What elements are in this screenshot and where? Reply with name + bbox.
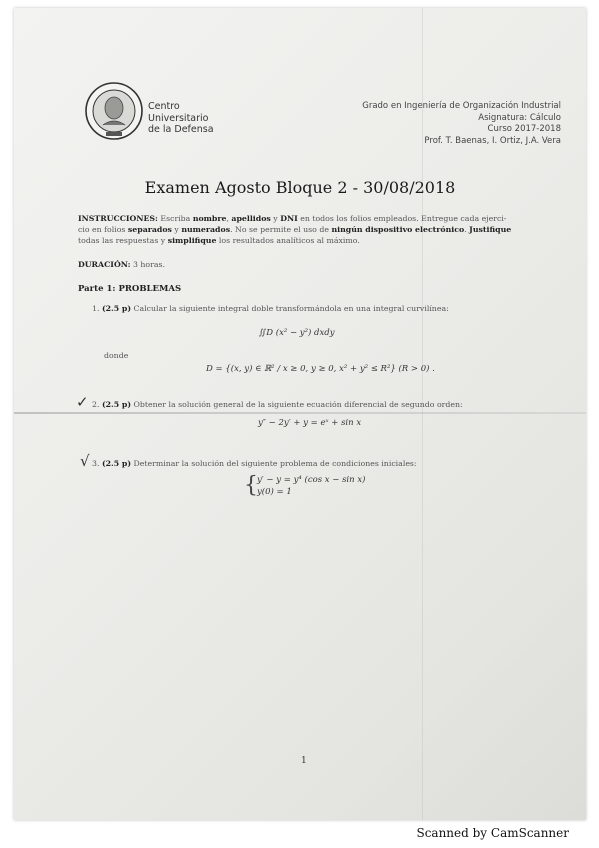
degree-line: Grado en Ingeniería de Organización Industrial (362, 101, 561, 111)
problem-2-number: 2. (92, 400, 100, 409)
handwritten-checkmark-2: ✓ (76, 393, 89, 411)
instr-bold: DNI (280, 214, 298, 223)
problem-3-points: (2.5 p) (101, 459, 132, 468)
problem-1-points: (2.5 p) (101, 304, 132, 313)
instr-text: , (226, 214, 232, 223)
exam-sheet (14, 8, 586, 820)
instructions-line-3 (78, 235, 360, 246)
handwritten-checkmark-3: √ (80, 452, 90, 470)
problem-3 (92, 458, 417, 469)
instr-text: Escriba (157, 214, 193, 223)
subject-line: Asignatura: Cálculo (478, 112, 561, 123)
institution-seal-logo (84, 81, 144, 141)
instructions-line-1 (78, 213, 506, 224)
institution-line-1: Centro (148, 101, 180, 112)
professors-line: Prof. T. Baenas, I. Ortiz, J.A. Vera (424, 135, 561, 146)
part1-heading (78, 284, 181, 295)
instr-bold: nombre (192, 214, 227, 223)
problem-1-number: 1. (92, 304, 100, 313)
paper-fold-horizontal (14, 412, 586, 414)
instr-bold: Justifique (469, 225, 512, 234)
exam-title: Examen Agosto Bloque 2 - 30/08/2018 (144, 178, 456, 197)
instr-bold: separados (127, 225, 172, 234)
problem-2-points: (2.5 p) (101, 400, 132, 409)
duration (78, 259, 165, 270)
problem-3-text: Determinar la solución del siguiente problema de condiciones iniciales: (131, 459, 417, 468)
instr-text: en todos los folios empleados. Entregue cada ejerci- (297, 214, 507, 223)
institution-line-3: de la Defensa (148, 124, 214, 135)
problem-2-equation: y″ − 2y′ + y = eˣ + sin x (258, 418, 362, 428)
instr-bold: numerados (181, 225, 231, 234)
instr-text: . (464, 225, 470, 234)
scanner-watermark: Scanned by CamScanner (416, 826, 569, 840)
problem-2 (92, 399, 463, 410)
problem-3-equation: y′ − y = y⁴ (cos x − sin x) (257, 475, 366, 485)
instr-bold: apellidos (231, 214, 271, 223)
duration-label: DURACIÓN: (78, 260, 131, 269)
page-number: 1 (301, 756, 307, 766)
institution-name (148, 101, 214, 136)
instr-text: los resultados analíticos al máximo. (216, 236, 360, 245)
instr-text: cio en folios (78, 225, 128, 234)
problem-1-donde: donde (104, 351, 129, 360)
part1-heading-text: Parte 1: PROBLEMAS (78, 284, 182, 294)
problem-3-initial-condition: y(0) = 1 (257, 487, 292, 497)
instr-text: . No se permite el uso de (230, 225, 332, 234)
problem-1 (92, 303, 449, 314)
problem-3-brace: { (244, 473, 258, 498)
instr-bold: simplifique (167, 236, 217, 245)
instr-bold: ningún dispositivo electrónico (331, 225, 465, 234)
year-line: Curso 2017-2018 (487, 124, 561, 134)
instructions-label: INSTRUCCIONES: (78, 214, 158, 223)
duration-value: 3 horas. (130, 260, 165, 269)
problem-2-text: Obtener la solución general de la siguiente ecuación diferencial de segundo orden: (131, 400, 463, 409)
institution-line-2: Universitario (148, 112, 209, 124)
problem-1-domain: D = {(x, y) ∈ ℝ² / x ≥ 0, y ≥ 0, x² + y² ≤ R²} (R > 0) . (206, 364, 435, 374)
problem-1-integral: ∬D (x² − y²) dxdy (259, 328, 335, 338)
problem-3-number: 3. (92, 459, 100, 468)
instr-text: y (171, 225, 182, 234)
instr-text: y (270, 214, 281, 223)
course-info (362, 101, 561, 147)
problem-1-text: Calcular la siguiente integral doble transformándola en una integral curvilínea: (131, 304, 449, 313)
instructions-line-2 (78, 224, 511, 235)
instr-text: todas las respuestas y (78, 236, 168, 245)
